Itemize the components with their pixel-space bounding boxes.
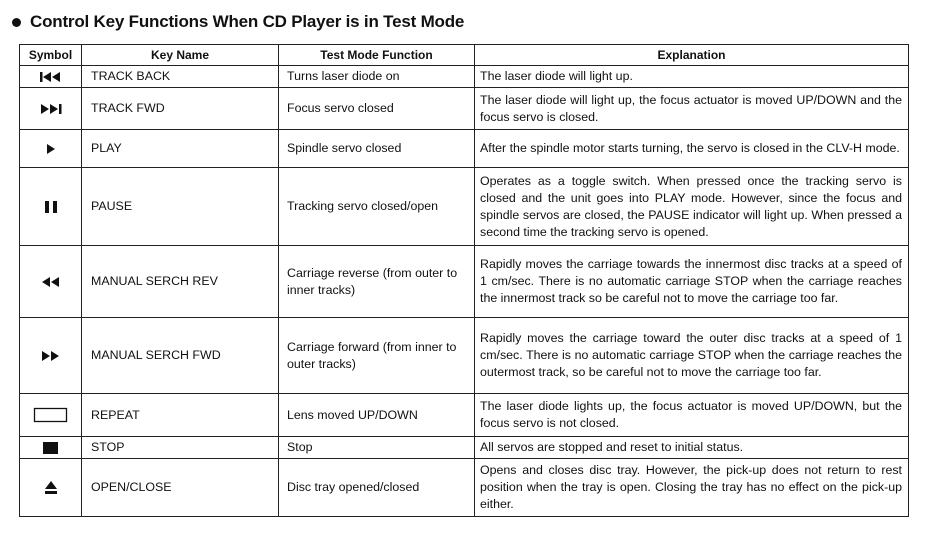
symbol-cell [20,437,82,459]
explanation-cell: The laser diode will light up, the focus actuator is moved UP/DOWN and the focus servo is closed. [475,88,909,130]
header-symbol: Symbol [20,45,82,66]
header-function: Test Mode Function [279,45,475,66]
key-name-cell: MANUAL SERCH REV [82,246,279,318]
symbol-cell [20,130,82,168]
key-name-cell: TRACK FWD [82,88,279,130]
key-name-cell: TRACK BACK [82,66,279,88]
page-heading [12,10,464,34]
stop-icon [41,441,61,455]
table-row [20,318,909,394]
explanation-cell: Operates as a toggle switch. When pressed once the tracking servo is closed and the unit goes into PLAY mode. However, since the focus and spindle servos are closed, the PAUSE indicator will light up. When pressed a second time the tracking servo is opened. [475,168,909,246]
explanation-cell: After the spindle motor starts turning, the servo is closed in the CLV-H mode. [475,130,909,168]
function-cell: Carriage reverse (from outer to inner tracks) [279,246,475,318]
pause-icon [42,200,60,214]
table-row [20,246,909,318]
symbol-cell [20,246,82,318]
repeat-icon [33,407,69,423]
function-cell: Stop [279,437,475,459]
rewind-icon [39,276,63,288]
table-row [20,130,909,168]
eject-icon [44,480,58,496]
explanation-cell: Rapidly moves the carriage toward the outer disc tracks at a speed of 1 cm/sec. There is no automatic carriage STOP when the carriage reaches the outermost track, so be careful not to move the carriage too far. [475,318,909,394]
explanation-cell: All servos are stopped and reset to initial status. [475,437,909,459]
symbol-cell [20,88,82,130]
header-row [20,45,909,66]
table-row [20,437,909,459]
symbol-cell [20,459,82,517]
control-key-table [19,44,909,517]
key-name-cell: STOP [82,437,279,459]
key-name-cell: OPEN/CLOSE [82,459,279,517]
key-name-cell: REPEAT [82,394,279,437]
function-cell: Tracking servo closed/open [279,168,475,246]
table-row [20,459,909,517]
table-row [20,88,909,130]
function-cell: Carriage forward (from inner to outer tracks) [279,318,475,394]
explanation-cell: The laser diode will light up. [475,66,909,88]
header-key-name: Key Name [82,45,279,66]
fast-forward-icon [39,350,63,362]
symbol-cell [20,318,82,394]
table-row [20,168,909,246]
function-cell: Turns laser diode on [279,66,475,88]
symbol-cell [20,394,82,437]
heading-text: Control Key Functions When CD Player is in Test Mode [30,12,465,31]
symbol-cell [20,168,82,246]
key-name-cell: PLAY [82,130,279,168]
track-back-icon [38,71,64,83]
play-icon [44,143,58,155]
explanation-cell: Rapidly moves the carriage towards the innermost disc tracks at a speed of 1 cm/sec. There is no automatic carriage STOP when the carriage reaches the innermost track so be careful not to move the carriage too far. [475,246,909,318]
track-fwd-icon [38,103,64,115]
symbol-cell [20,66,82,88]
bullet-icon [12,18,21,27]
key-name-cell: PAUSE [82,168,279,246]
explanation-cell: The laser diode lights up, the focus actuator is moved UP/DOWN, but the focus servo is not closed. [475,394,909,437]
key-name-cell: MANUAL SERCH FWD [82,318,279,394]
table-row [20,394,909,437]
function-cell: Focus servo closed [279,88,475,130]
function-cell: Spindle servo closed [279,130,475,168]
table-row [20,66,909,88]
header-explanation: Explanation [475,45,909,66]
explanation-cell: Opens and closes disc tray. However, the pick-up does not return to rest position when the tray is open. Closing the tray has no effect on the pick-up either. [475,459,909,517]
function-cell: Lens moved UP/DOWN [279,394,475,437]
function-cell: Disc tray opened/closed [279,459,475,517]
